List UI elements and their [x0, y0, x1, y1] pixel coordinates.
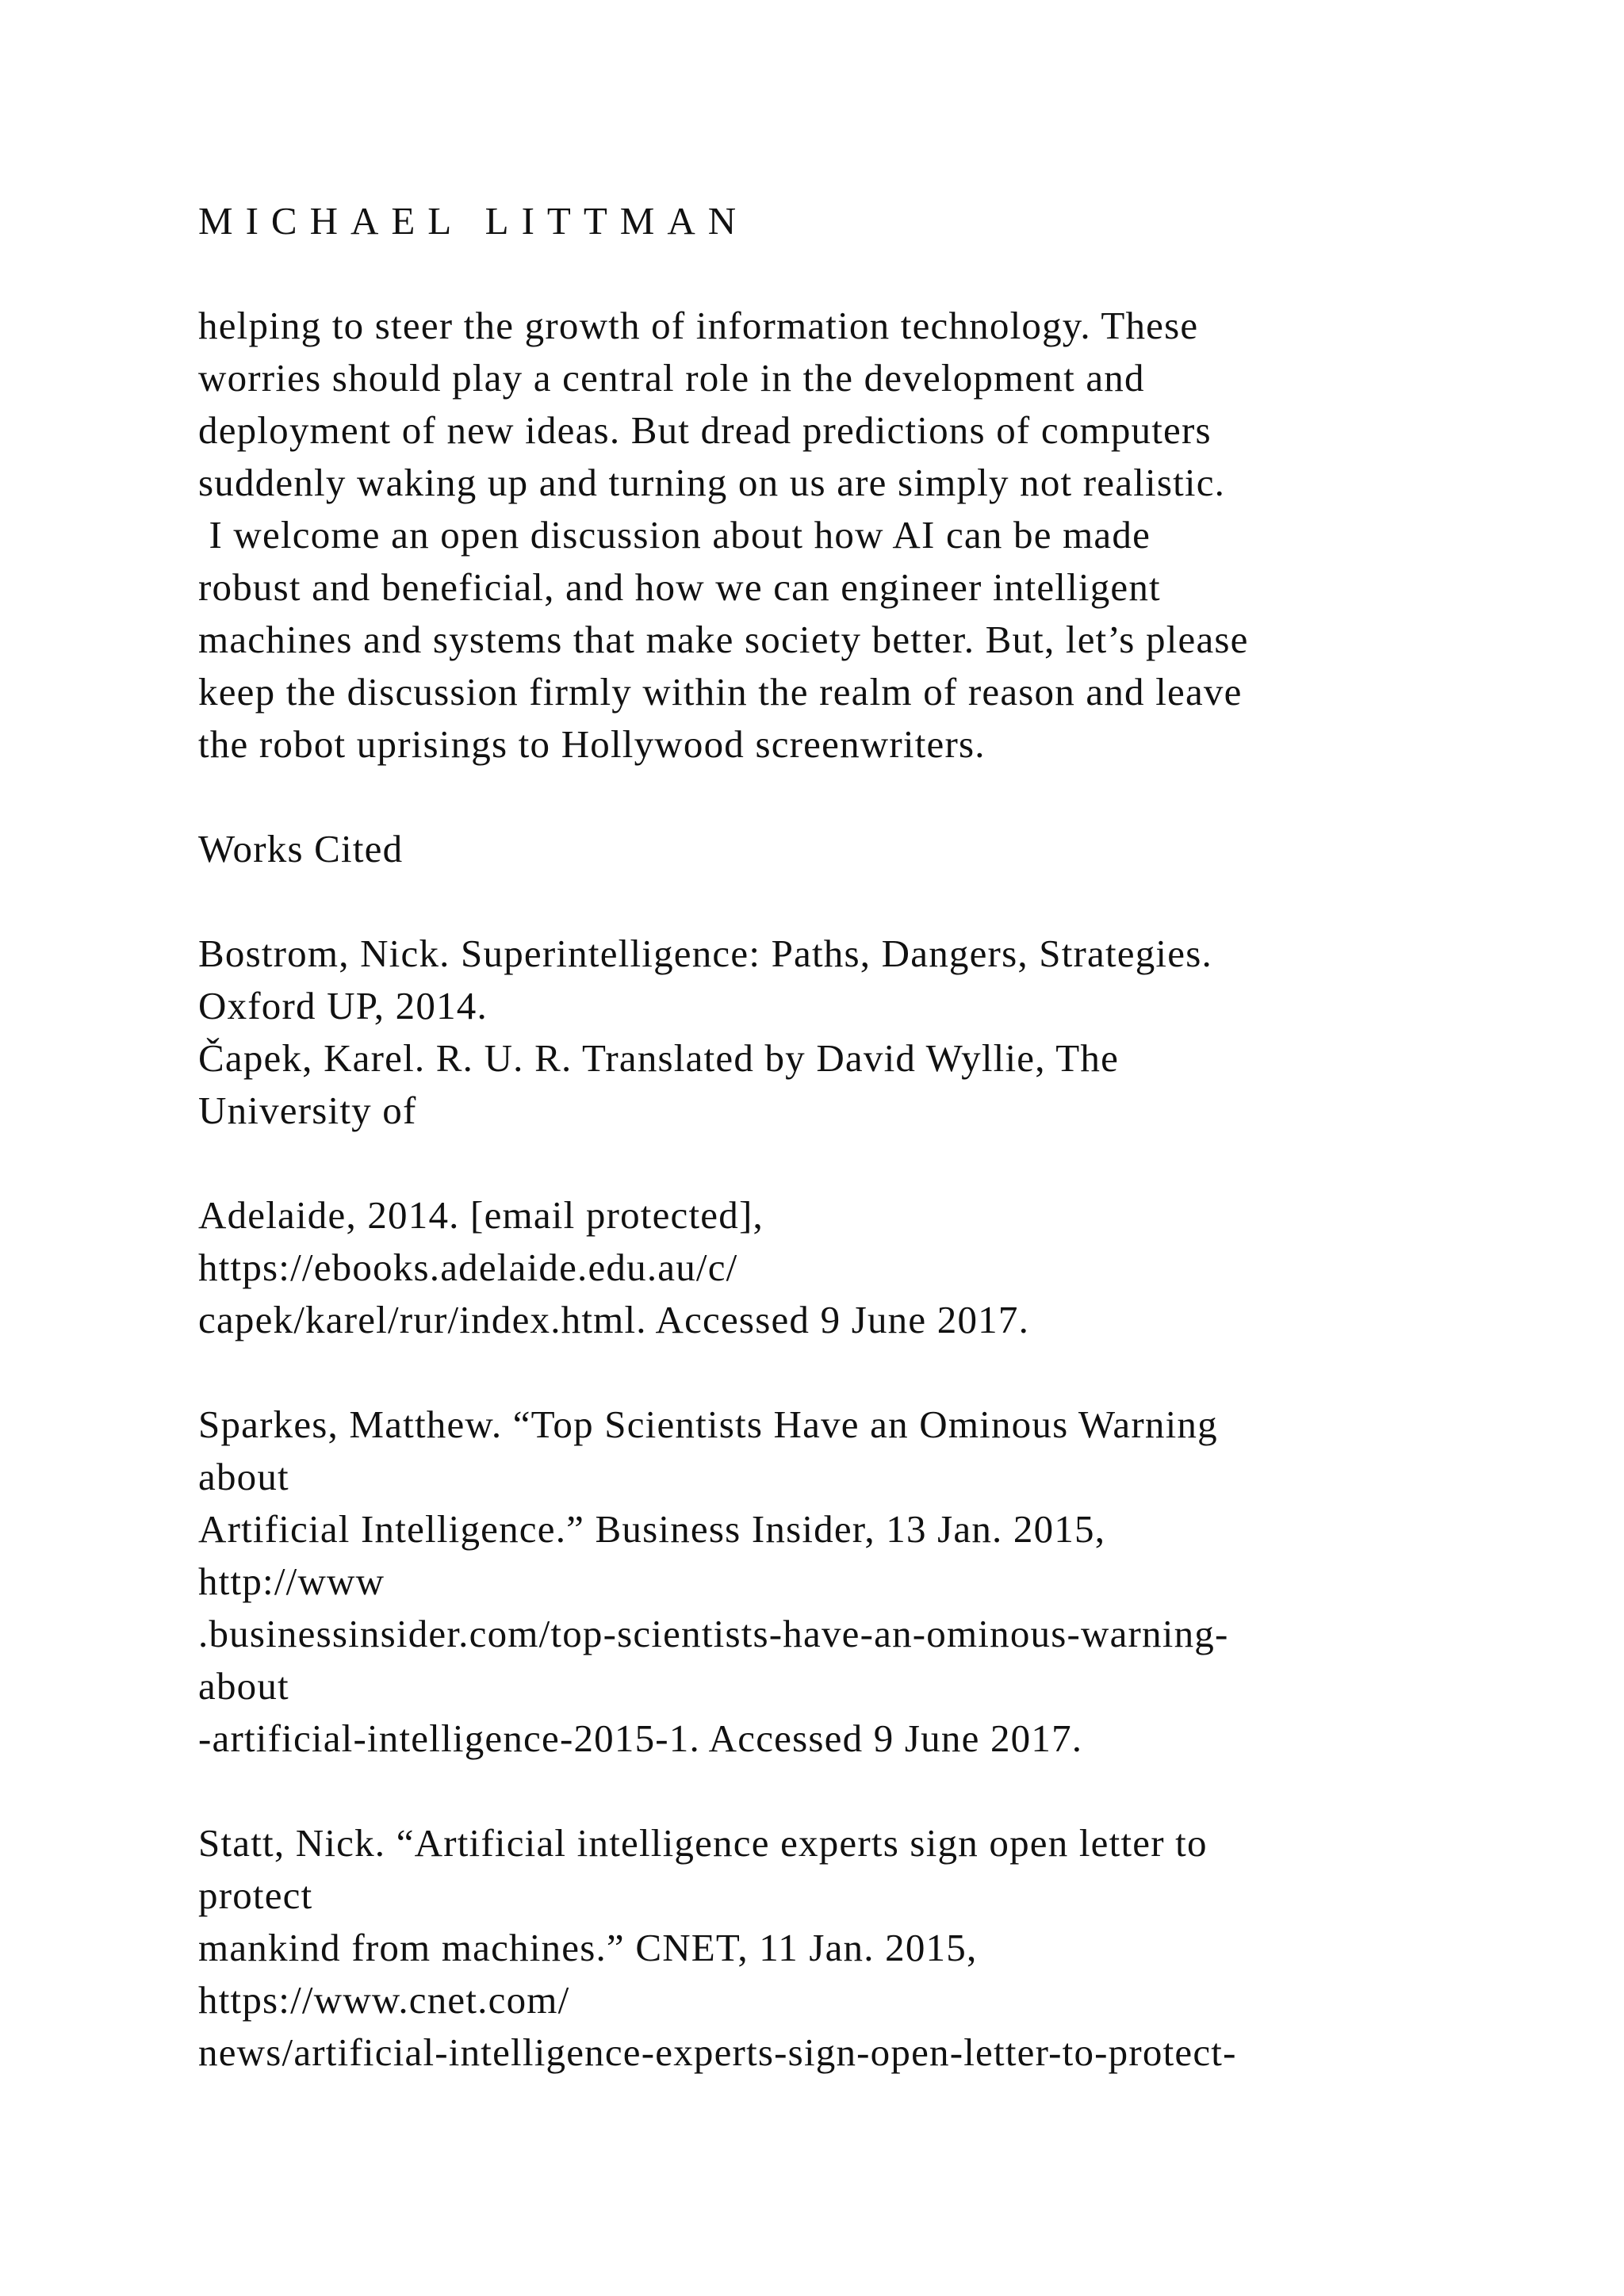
citation-line: protect [198, 1873, 313, 1917]
citation-line: Oxford UP, 2014. [198, 984, 488, 1027]
citation-sparkes [198, 1399, 1546, 1765]
body-line: keep the discussion firmly within the realm of reason and leave [198, 670, 1243, 714]
page-content [198, 195, 1546, 2079]
citation-line: news/artificial-intelligence-experts-sign-open-letter-to-protect- [198, 2030, 1237, 2074]
body-line: machines and systems that make society better. But, let’s please [198, 618, 1249, 661]
body-line: worries should play a central role in the development and [198, 356, 1145, 400]
citation-line: .businessinsider.com/top-scientists-have-an-ominous-warning- [198, 1612, 1229, 1655]
citation-line: mankind from machines.” CNET, 11 Jan. 2015, [198, 1926, 978, 1969]
body-line: robust and beneficial, and how we can engineer intelligent [198, 565, 1161, 609]
works-cited-heading: Works Cited [198, 827, 404, 871]
body-line: the robot uprisings to Hollywood screenwriters. [198, 722, 986, 766]
citation-line: http://www [198, 1559, 385, 1603]
citation-capek-continued [198, 1189, 1546, 1346]
running-header: MICHAEL LITTMAN [198, 199, 749, 243]
citation-line: Statt, Nick. “Artificial intelligence experts sign open letter to [198, 1821, 1208, 1865]
citation-line: https://ebooks.adelaide.edu.au/c/ [198, 1246, 738, 1289]
spacer [198, 1346, 1546, 1399]
citation-bostrom-capek [198, 928, 1546, 1137]
citation-line: Adelaide, 2014. [email protected], [198, 1193, 764, 1237]
spacer [198, 875, 1546, 928]
spacer [198, 1765, 1546, 1817]
citation-line: -artificial-intelligence-2015-1. Accessed 9 June 2017. [198, 1716, 1083, 1760]
citation-line: about [198, 1455, 289, 1498]
body-paragraph [198, 300, 1546, 771]
citation-line: capek/karel/rur/index.html. Accessed 9 June 2017. [198, 1298, 1030, 1341]
citation-line: University of [198, 1089, 417, 1132]
spacer [198, 1137, 1546, 1189]
citation-line: https://www.cnet.com/ [198, 1978, 570, 2022]
body-line: I welcome an open discussion about how AI can be made [198, 513, 1151, 557]
citation-line: Artificial Intelligence.” Business Insider, 13 Jan. 2015, [198, 1507, 1106, 1551]
body-line: helping to steer the growth of information technology. These [198, 304, 1199, 347]
citation-statt [198, 1817, 1546, 2079]
body-line: suddenly waking up and turning on us are simply not realistic. [198, 461, 1226, 504]
citation-line: Čapek, Karel. R. U. R. Translated by David Wyllie, The [198, 1036, 1120, 1080]
citation-line: Bostrom, Nick. Superintelligence: Paths, Dangers, Strategies. [198, 932, 1212, 975]
spacer [198, 771, 1546, 823]
citation-line: Sparkes, Matthew. “Top Scientists Have an Ominous Warning [198, 1402, 1218, 1446]
citation-line: about [198, 1664, 289, 1708]
body-line: deployment of new ideas. But dread predictions of computers [198, 408, 1212, 452]
